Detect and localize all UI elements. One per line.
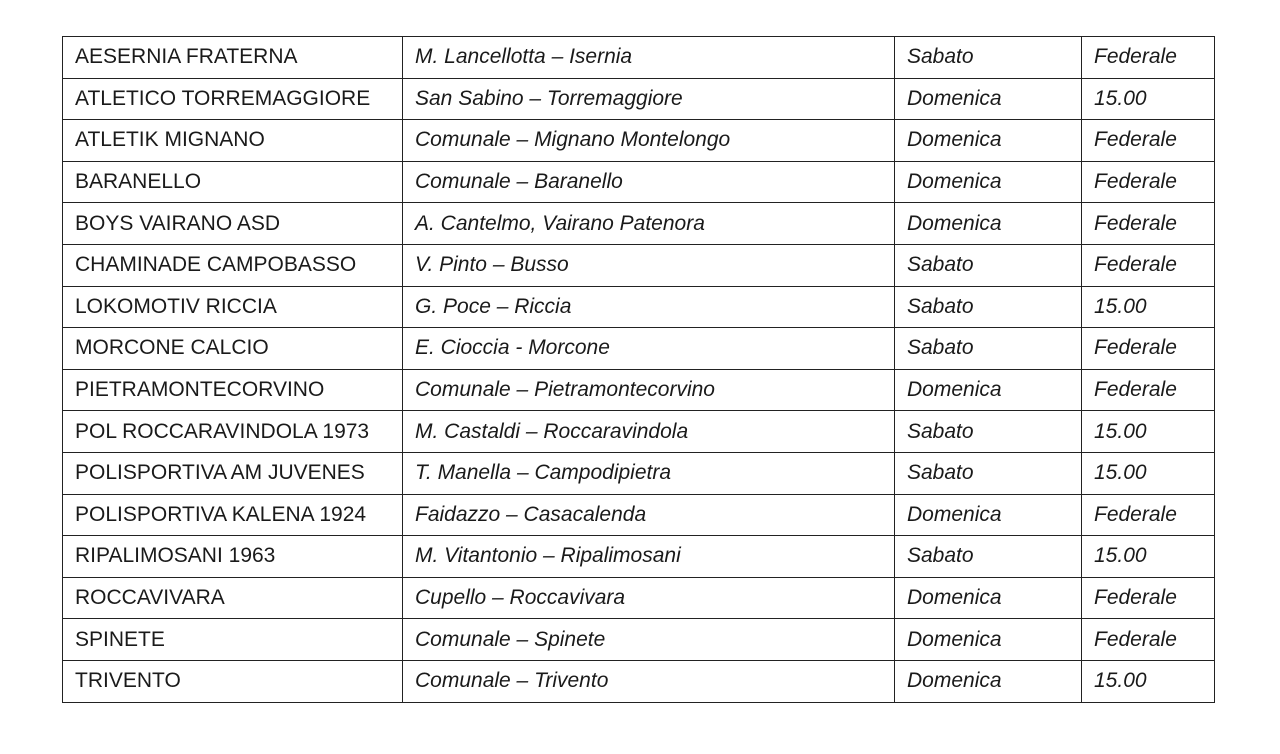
table-row — [63, 619, 1215, 661]
kickoff-time-cell: Federale — [1082, 37, 1215, 79]
kickoff-time-cell: Federale — [1082, 369, 1215, 411]
venue-cell: Cupello – Roccavivara — [403, 577, 895, 619]
team-name-cell: ATLETICO TORREMAGGIORE — [63, 78, 403, 120]
schedule-table — [62, 36, 1215, 703]
table-row — [63, 120, 1215, 162]
kickoff-time-cell: Federale — [1082, 619, 1215, 661]
table-row — [63, 577, 1215, 619]
venue-cell: Comunale – Trivento — [403, 660, 895, 702]
kickoff-time-cell: Federale — [1082, 161, 1215, 203]
team-name-cell: ROCCAVIVARA — [63, 577, 403, 619]
table-row — [63, 660, 1215, 702]
match-day-cell: Sabato — [895, 286, 1082, 328]
kickoff-time-cell: 15.00 — [1082, 411, 1215, 453]
venue-cell: T. Manella – Campodipietra — [403, 452, 895, 494]
kickoff-time-cell: 15.00 — [1082, 286, 1215, 328]
venue-cell: Faidazzo – Casacalenda — [403, 494, 895, 536]
team-name-cell: CHAMINADE CAMPOBASSO — [63, 244, 403, 286]
venue-cell: Comunale – Pietramontecorvino — [403, 369, 895, 411]
match-day-cell: Sabato — [895, 536, 1082, 578]
venue-cell: Comunale – Mignano Montelongo — [403, 120, 895, 162]
team-name-cell: SPINETE — [63, 619, 403, 661]
match-day-cell: Domenica — [895, 369, 1082, 411]
match-day-cell: Sabato — [895, 244, 1082, 286]
team-name-cell: LOKOMOTIV RICCIA — [63, 286, 403, 328]
team-name-cell: RIPALIMOSANI 1963 — [63, 536, 403, 578]
table-row — [63, 536, 1215, 578]
match-day-cell: Domenica — [895, 494, 1082, 536]
match-day-cell: Domenica — [895, 161, 1082, 203]
kickoff-time-cell: 15.00 — [1082, 660, 1215, 702]
team-name-cell: ATLETIK MIGNANO — [63, 120, 403, 162]
team-name-cell: POLISPORTIVA AM JUVENES — [63, 452, 403, 494]
kickoff-time-cell: 15.00 — [1082, 536, 1215, 578]
team-name-cell: TRIVENTO — [63, 660, 403, 702]
team-name-cell: POL ROCCARAVINDOLA 1973 — [63, 411, 403, 453]
venue-cell: E. Cioccia - Morcone — [403, 328, 895, 370]
kickoff-time-cell: Federale — [1082, 328, 1215, 370]
kickoff-time-cell: 15.00 — [1082, 78, 1215, 120]
table-row — [63, 161, 1215, 203]
match-day-cell: Sabato — [895, 328, 1082, 370]
venue-cell: M. Castaldi – Roccaravindola — [403, 411, 895, 453]
team-name-cell: AESERNIA FRATERNA — [63, 37, 403, 79]
match-day-cell: Domenica — [895, 660, 1082, 702]
team-name-cell: POLISPORTIVA KALENA 1924 — [63, 494, 403, 536]
team-name-cell: BARANELLO — [63, 161, 403, 203]
table-row — [63, 411, 1215, 453]
venue-cell: V. Pinto – Busso — [403, 244, 895, 286]
kickoff-time-cell: Federale — [1082, 494, 1215, 536]
match-day-cell: Domenica — [895, 120, 1082, 162]
schedule-table-body — [63, 37, 1215, 703]
table-row — [63, 244, 1215, 286]
match-day-cell: Domenica — [895, 619, 1082, 661]
table-row — [63, 203, 1215, 245]
venue-cell: M. Lancellotta – Isernia — [403, 37, 895, 79]
match-day-cell: Domenica — [895, 203, 1082, 245]
team-name-cell: PIETRAMONTECORVINO — [63, 369, 403, 411]
table-row — [63, 452, 1215, 494]
table-row — [63, 328, 1215, 370]
team-name-cell: MORCONE CALCIO — [63, 328, 403, 370]
venue-cell: M. Vitantonio – Ripalimosani — [403, 536, 895, 578]
venue-cell: G. Poce – Riccia — [403, 286, 895, 328]
match-day-cell: Domenica — [895, 78, 1082, 120]
match-day-cell: Domenica — [895, 577, 1082, 619]
table-row — [63, 286, 1215, 328]
venue-cell: Comunale – Spinete — [403, 619, 895, 661]
match-day-cell: Sabato — [895, 411, 1082, 453]
table-row — [63, 369, 1215, 411]
match-day-cell: Sabato — [895, 452, 1082, 494]
kickoff-time-cell: Federale — [1082, 577, 1215, 619]
kickoff-time-cell: Federale — [1082, 203, 1215, 245]
team-name-cell: BOYS VAIRANO ASD — [63, 203, 403, 245]
kickoff-time-cell: Federale — [1082, 120, 1215, 162]
kickoff-time-cell: 15.00 — [1082, 452, 1215, 494]
kickoff-time-cell: Federale — [1082, 244, 1215, 286]
venue-cell: San Sabino – Torremaggiore — [403, 78, 895, 120]
table-row — [63, 37, 1215, 79]
table-row — [63, 494, 1215, 536]
match-day-cell: Sabato — [895, 37, 1082, 79]
table-row — [63, 78, 1215, 120]
venue-cell: A. Cantelmo, Vairano Patenora — [403, 203, 895, 245]
venue-cell: Comunale – Baranello — [403, 161, 895, 203]
